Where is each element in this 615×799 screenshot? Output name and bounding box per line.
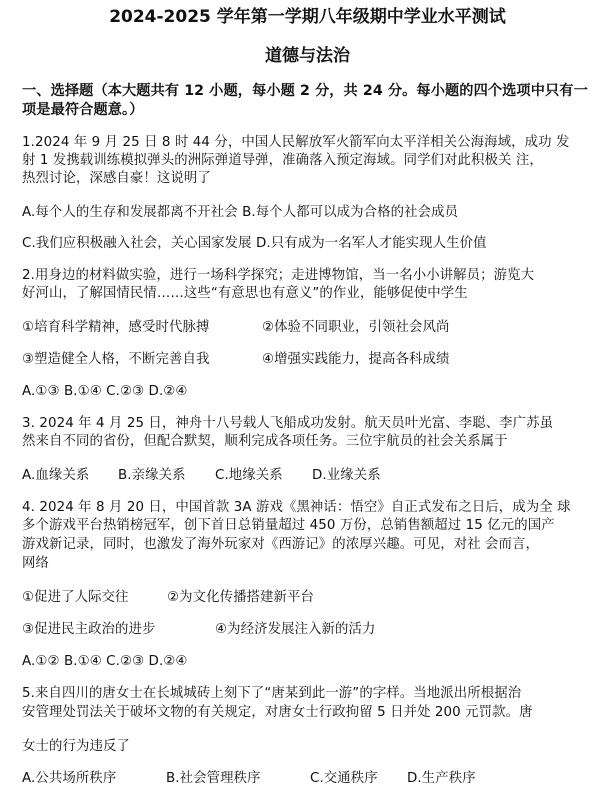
q5-option-b: B.社会管理秩序 <box>166 771 261 786</box>
q3-stem-line-2: 然来自不同的省份，但配合默契，顺利完成各项任务。三位宇航员的社会关系属于 <box>22 434 508 449</box>
q4-stem-line-3: 游戏新记录，同时，也激发了海外玩家对《西游记》的浓厚兴趣。可见，对社 会而言， <box>22 537 539 552</box>
q4-stem-line-4: 网络 <box>22 556 49 571</box>
q2-item-4: ④增强实践能力，提高各科成绩 <box>262 352 450 367</box>
q2-item-3: ③塑造健全人格，不断完善自我 <box>22 352 210 367</box>
q2-item-2: ②体验不同职业，引领社会风尚 <box>262 320 450 335</box>
q2-stem-line-2: 好河山，了解国情民情……这些“有意思也有意义”的作业，能够促使中学生 <box>22 286 468 301</box>
q3-option-a: A.血缘关系 <box>22 468 90 483</box>
subject-title: 道德与法治 <box>265 46 350 66</box>
q5-option-a: A.公共场所秩序 <box>22 771 117 786</box>
q4-item-3: ③促进民主政治的进步 <box>22 622 156 637</box>
q1-stem-line-2: 射 1 发携载训练模拟弹头的洲际弹道导弹，准确落入预定海域。同学们对此积极关 注， <box>22 153 543 168</box>
q3-option-c: C.地缘关系 <box>215 468 283 483</box>
q3-option-b: B.亲缘关系 <box>118 468 186 483</box>
q5-option-d: D.生产秩序 <box>407 771 476 786</box>
q5-stem-line-3: 女士的行为违反了 <box>22 739 130 754</box>
q2-item-1: ①培育科学精神，感受时代脉搏 <box>22 320 210 335</box>
section-heading-line-1: 一、选择题（本大题共有 12 小题，每小题 2 分，共 24 分。每小题的四个选项中只有一 <box>22 83 588 99</box>
q1-options-line-1: A.每个人的生存和发展都离不开社会 B.每个人都可以成为合格的社会成员 <box>22 205 459 220</box>
q2-stem-line-1: 2.用身边的材料做实验，进行一场科学探究；走进博物馆，当一名小小讲解员；游览大 <box>22 268 535 283</box>
q4-item-1: ①促进了人际交往 <box>22 590 129 605</box>
q4-stem-line-1: 4. 2024 年 8 月 20 日，中国首款 3A 游戏《黑神话：悟空》自正式发布之日后，成为全 球 <box>22 500 571 515</box>
q5-stem-line-2: 安管理处罚法关于破坏文物的有关规定，对唐女士行政拘留 5 日并处 200 元罚款。唐 <box>22 705 533 720</box>
q4-item-2: ②为文化传播搭建新平台 <box>167 590 315 605</box>
section-heading-line-2: 项是最符合题意。） <box>22 102 144 118</box>
q2-options: A.①③ B.①④ C.②③ D.②④ <box>22 384 188 399</box>
q5-stem-line-1: 5.来自四川的唐女士在长城城砖上刻下了“唐某到此一游”的字样。当地派出所根据治 <box>22 686 522 701</box>
q1-stem-line-3: 热烈讨论，深感自豪！这说明了 <box>22 171 211 186</box>
q5-option-c: C.交通秩序 <box>310 771 378 786</box>
q3-stem-line-1: 3. 2024 年 4 月 25 日，神舟十八号载人飞船成功发射。航天员叶光富、李聪、李广苏虽 <box>22 416 554 431</box>
q3-option-d: D.业缘关系 <box>312 468 381 483</box>
exam-title: 2024-2025 学年第一学期八年级期中学业水平测试 <box>109 7 506 27</box>
q4-options: A.①② B.①④ C.②③ D.②④ <box>22 654 188 669</box>
q1-stem-line-1: 1.2024 年 9 月 25 日 8 时 44 分，中国人民解放军火箭军向太平洋相关公海海域，成功 发 <box>22 135 570 150</box>
q4-stem-line-2: 多个游戏平台热销榜冠军，创下首日总销量超过 450 万份，总销售额超过 15 亿元的国产 <box>22 518 555 533</box>
q1-options-line-2: C.我们应积极融入社会，关心国家发展 D.只有成为一名军人才能实现人生价值 <box>22 236 487 251</box>
q4-item-4: ④为经济发展注入新的活力 <box>215 622 376 637</box>
